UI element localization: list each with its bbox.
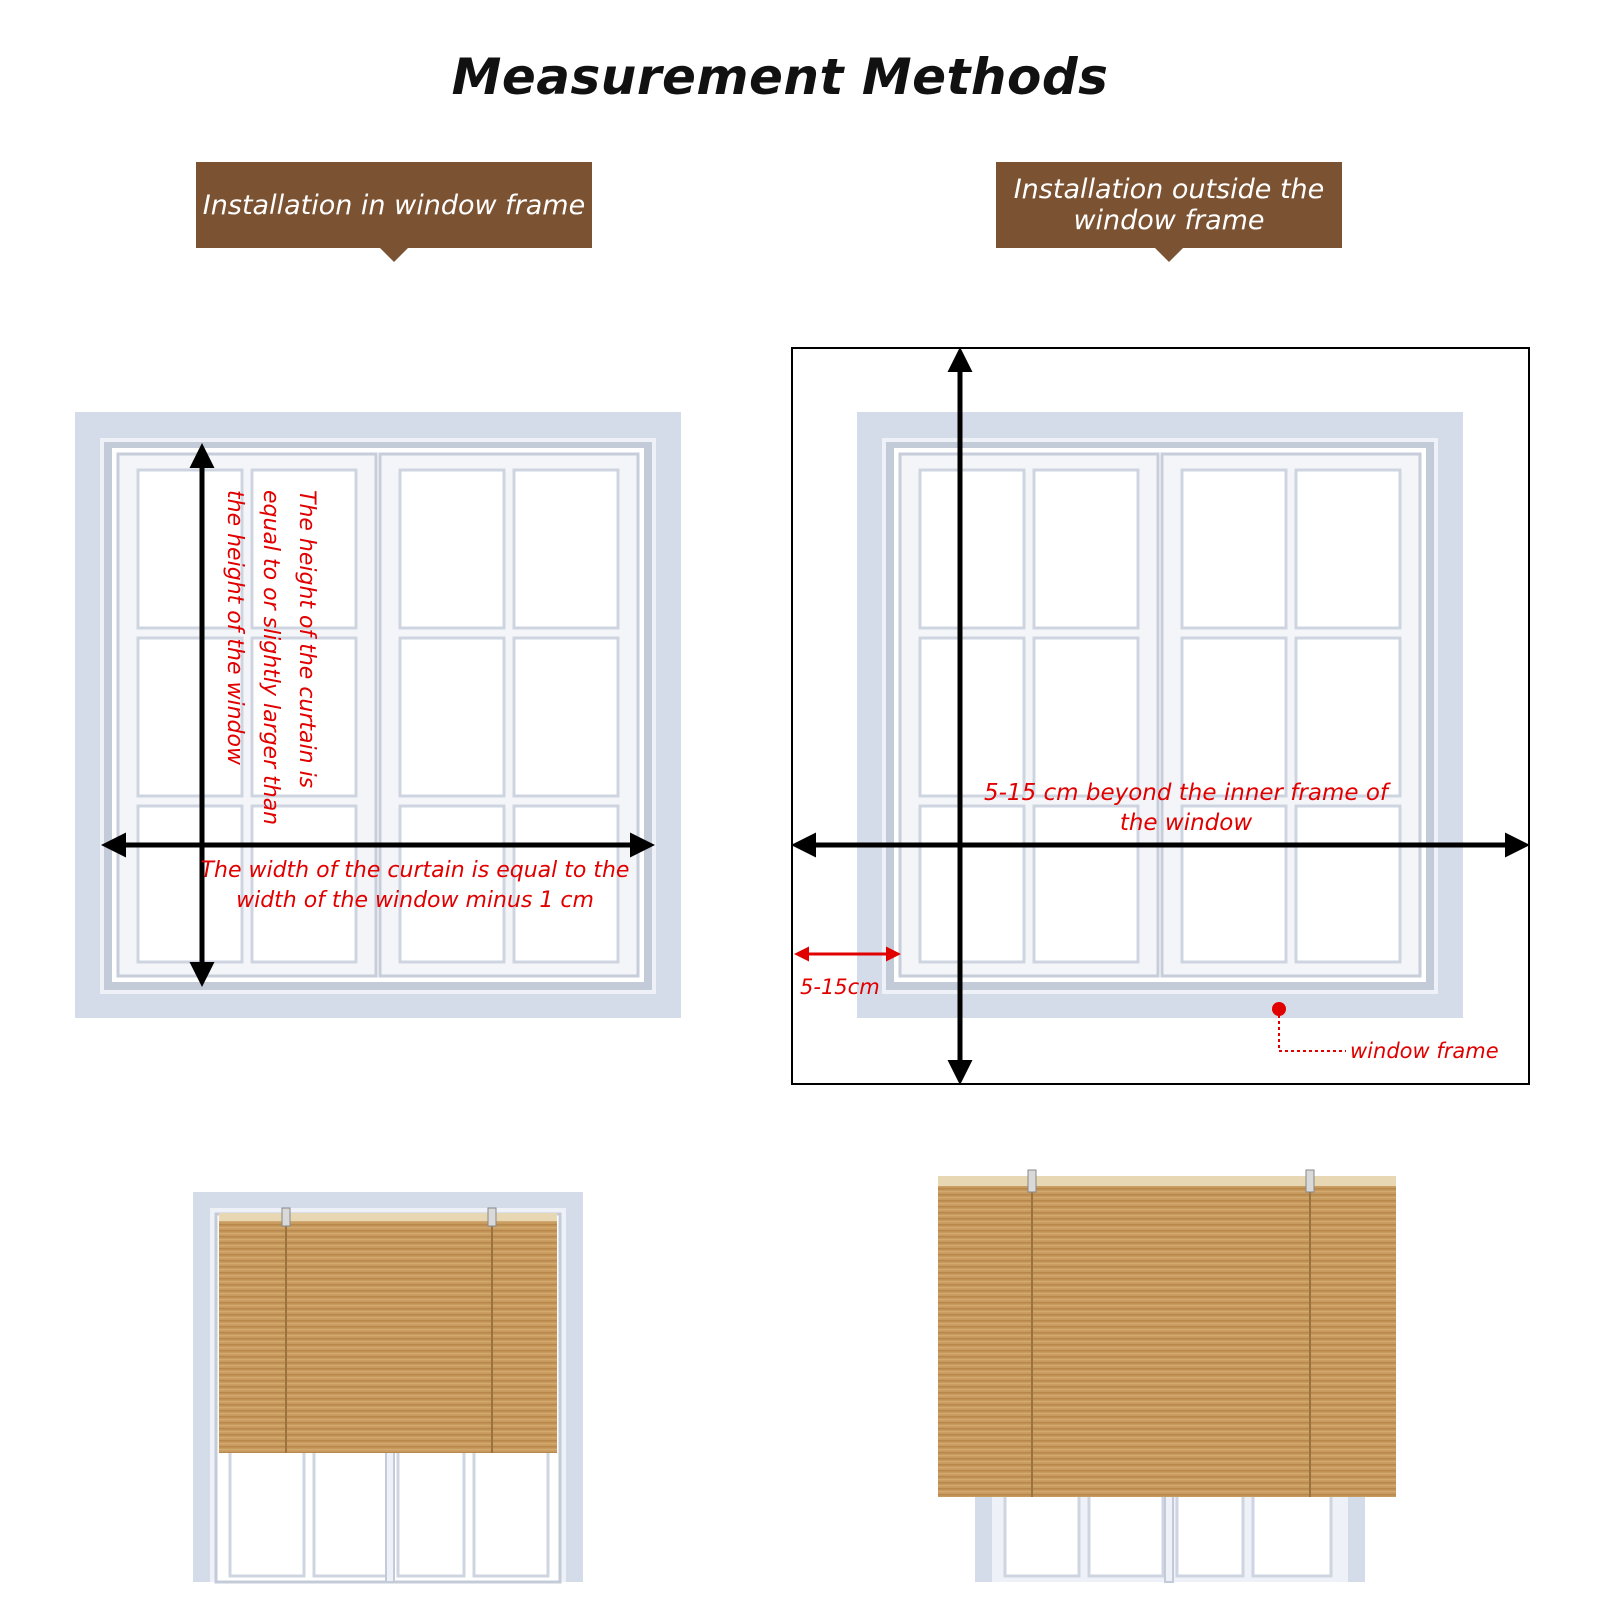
right-width-note: 5-15 cm beyond the inner frame of the window	[984, 780, 1388, 836]
badge-inside-frame-label: Installation in window frame	[202, 189, 586, 221]
left-height-note: The height of the curtain is equal to or slightly larger than the height of the window	[222, 490, 319, 826]
inside-install-example	[193, 1192, 583, 1582]
window-frame-note: window frame	[1350, 1039, 1499, 1063]
right-window	[857, 412, 1463, 1018]
page-title: Measurement Methods	[451, 48, 1109, 106]
outside-install-example	[938, 1170, 1396, 1582]
offset-note: 5-15cm	[800, 975, 880, 999]
left-width-note: The width of the curtain is equal to the width of the window minus 1 cm	[200, 858, 630, 913]
left-window	[75, 412, 681, 1018]
badge-outside-frame-label: Installation outside the window frame	[1013, 174, 1325, 236]
